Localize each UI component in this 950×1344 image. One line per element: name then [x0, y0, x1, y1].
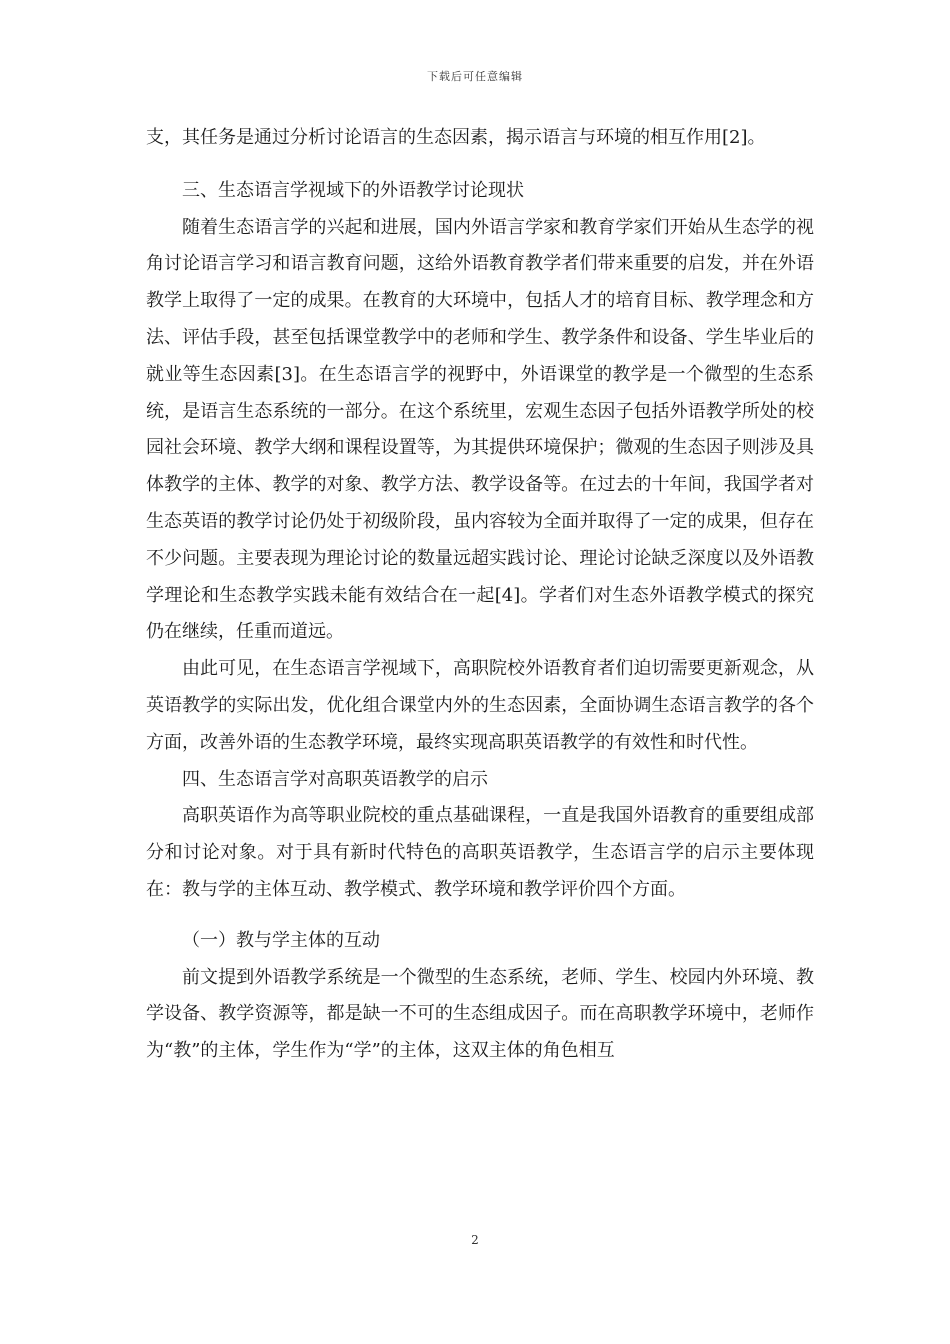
paragraph-continuation: 支，其任务是通过分析讨论语言的生态因素，揭示语言与环境的相互作用[2]。 [146, 127, 766, 148]
subsection-heading-4-1: （一）教与学主体的互动 [182, 929, 380, 951]
paragraph-conclusion: 由此可见，在生态语言学视域下，高职院校外语教育者们迫切需要更新观念，从英语教学的实际出发，优化组合课堂内外的生态因素，全面协调生态语言教学的各个方面，改善外语的生态教学环境，最终实现高职英语教学的有效性和时代性。 [146, 658, 814, 753]
section-heading-4: 四、生态语言学对高职英语教学的启示 [182, 768, 488, 790]
page-header: 下载后可任意编辑 [427, 70, 523, 83]
section-heading-3: 三、生态语言学视域下的外语教学讨论现状 [182, 179, 524, 201]
paragraph-implications: 高职英语作为高等职业院校的重点基础课程，一直是我国外语教育的重要组成部分和讨论对象。对于具有新时代特色的高职英语教学，生态语言学的启示主要体现在：教与学的主体互动、教学模式、教学环境和教学评价四个方面。 [146, 805, 814, 900]
document-body [146, 120, 814, 1070]
paragraph-research-status: 随着生态语言学的兴起和进展，国内外语言学家和教育学家们开始从生态学的视角讨论语言学习和语言教育问题，这给外语教育教学者们带来重要的启发，并在外语教学上取得了一定的成果。在教育的大环境中，包括人才的培育目标、教学理念和方法、评估手段，甚至包括课堂教学中的老师和学生、教学条件和设备、学生毕业后的就业等生态因素[3]。在生态语言学的视野中，外语课堂的教学是一个微型的生态系统，是语言生态系统的一部分。在这个系统里，宏观生态因子包括外语教学所处的校园社会环境、教学大纲和课程设置等，为其提供环境保护；微观的生态因子则涉及具体教学的主体、教学的对象、教学方法、教学设备等。在过去的十年间，我国学者对生态英语的教学讨论仍处于初级阶段，虽内容较为全面并取得了一定的成果，但存在不少问题。主要表现为理论讨论的数量远超实践讨论、理论讨论缺乏深度以及外语教学理论和生态教学实践未能有效结合在一起[4]。学者们对生态外语教学模式的探究仍在继续，任重而道远。 [146, 216, 814, 643]
paragraph-interaction: 前文提到外语教学系统是一个微型的生态系统，老师、学生、校园内外环境、教学设备、教学资源等，都是缺一不可的生态组成因子。而在高职教学环境中，老师作为“教”的主体，学生作为“学”的主体，这双主体的角色相互 [146, 966, 814, 1062]
page-number: 2 [471, 1233, 479, 1247]
